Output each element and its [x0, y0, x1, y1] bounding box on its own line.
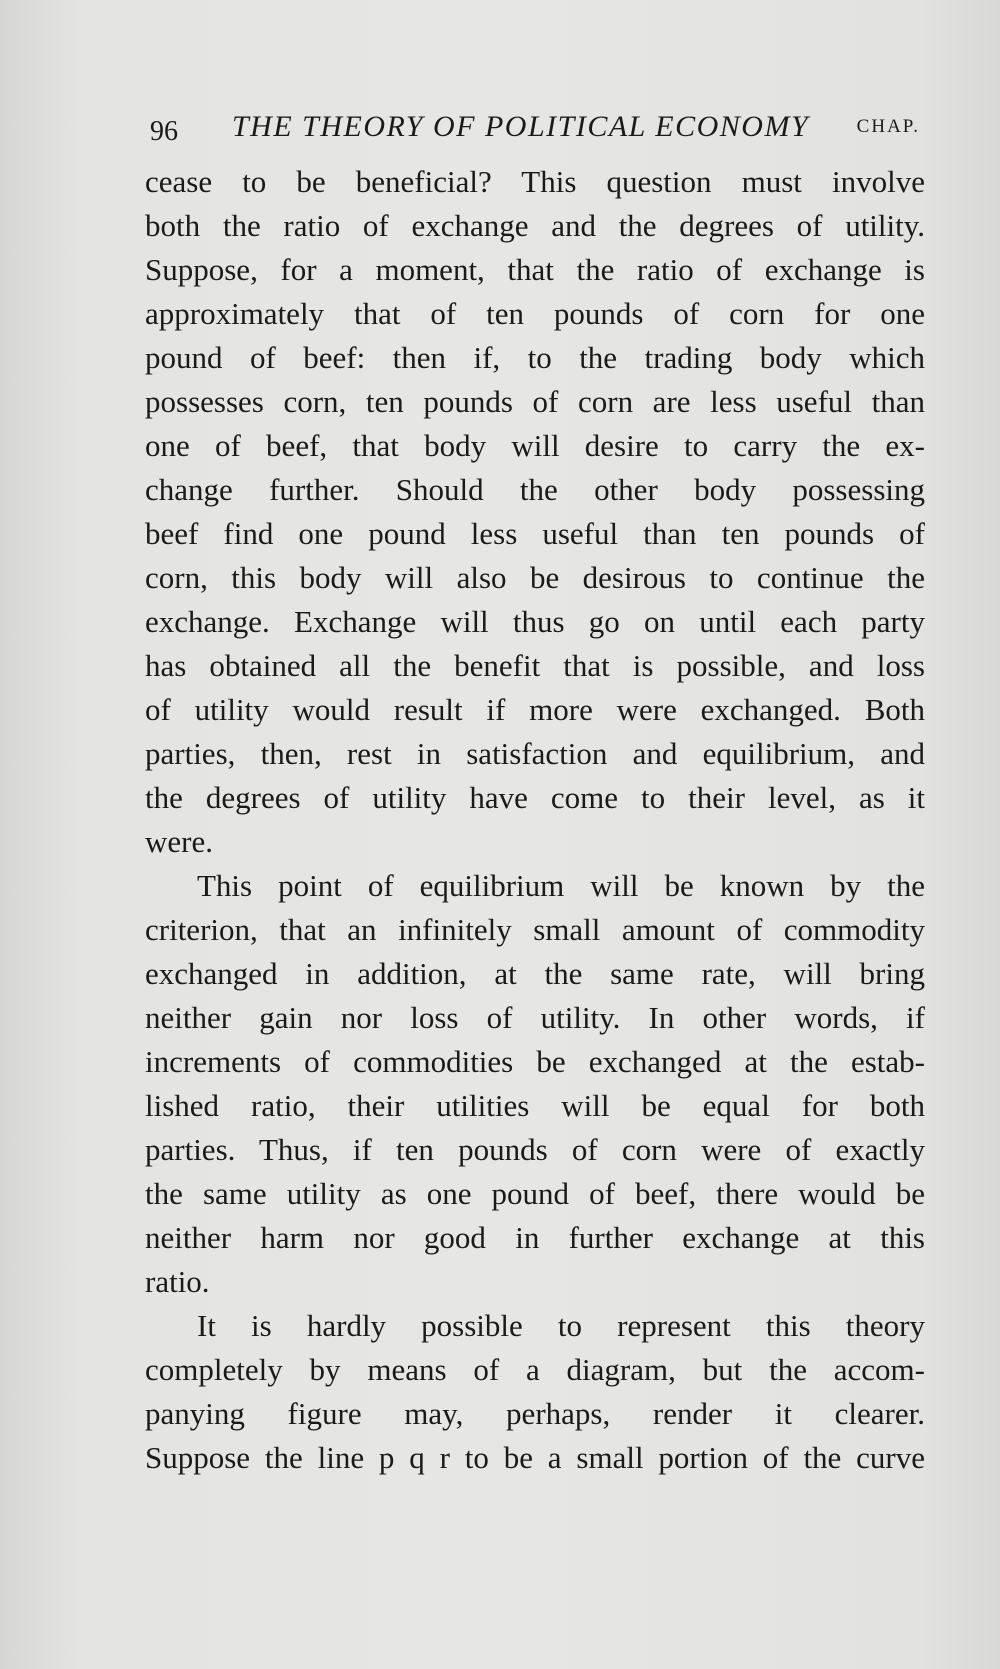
- text-line: lished ratio, their utilities will be equal for both: [145, 1088, 925, 1123]
- text-line: of utility would result if more were exchanged. Both: [145, 692, 925, 727]
- text-line: has obtained all the benefit that is possible, and loss: [145, 648, 925, 683]
- text-line: panying figure may, perhaps, render it clearer.: [145, 1396, 925, 1431]
- text-line: ratio.: [145, 1264, 210, 1299]
- text-line: exchange. Exchange will thus go on until each party: [145, 604, 925, 639]
- text-line: neither harm nor good in further exchange at this: [145, 1220, 925, 1255]
- paragraph-1: [145, 160, 925, 864]
- running-header: [150, 108, 920, 148]
- text-line: corn, this body will also be desirous to continue the: [145, 560, 925, 595]
- text-line: criterion, that an infinitely small amount of commodity: [145, 912, 925, 947]
- text-line: It is hardly possible to represent this theory: [197, 1308, 925, 1343]
- text-line: possesses corn, ten pounds of corn are less useful than: [145, 384, 925, 419]
- text-line: change further. Should the other body possessing: [145, 472, 925, 507]
- paragraph-2: [145, 864, 925, 1304]
- body-text: [145, 160, 925, 1480]
- text-line: were.: [145, 824, 213, 859]
- text-line: cease to be beneficial? This question must involve: [145, 164, 925, 199]
- text-line: increments of commodities be exchanged at the estab-: [145, 1044, 925, 1079]
- text-line: the degrees of utility have come to their level, as it: [145, 780, 925, 815]
- chapter-label: CHAP.: [856, 116, 920, 137]
- text-line: completely by means of a diagram, but the accom-: [145, 1352, 925, 1387]
- page-number: 96: [150, 116, 178, 147]
- text-line: parties, then, rest in satisfaction and equilibrium, and: [145, 736, 925, 771]
- text-line: exchanged in addition, at the same rate, will bring: [145, 956, 925, 991]
- text-line: This point of equilibrium will be known by the: [197, 868, 925, 903]
- running-title: THE THEORY OF POLITICAL ECONOMY: [232, 110, 810, 143]
- text-line: parties. Thus, if ten pounds of corn were of exactly: [145, 1132, 925, 1167]
- text-line: pound of beef: then if, to the trading body which: [145, 340, 925, 375]
- text-line: beef find one pound less useful than ten pounds of: [145, 516, 925, 551]
- text-line: approximately that of ten pounds of corn for one: [145, 296, 925, 331]
- text-line: Suppose, for a moment, that the ratio of exchange is: [145, 252, 925, 287]
- paragraph-3: [145, 1304, 925, 1480]
- text-line: one of beef, that body will desire to carry the ex-: [145, 428, 925, 463]
- text-line: Suppose the line p q r to be a small portion of the curve: [145, 1440, 925, 1475]
- text-line: the same utility as one pound of beef, there would be: [145, 1176, 925, 1211]
- text-line: neither gain nor loss of utility. In other words, if: [145, 1000, 925, 1035]
- text-line: both the ratio of exchange and the degrees of utility.: [145, 208, 925, 243]
